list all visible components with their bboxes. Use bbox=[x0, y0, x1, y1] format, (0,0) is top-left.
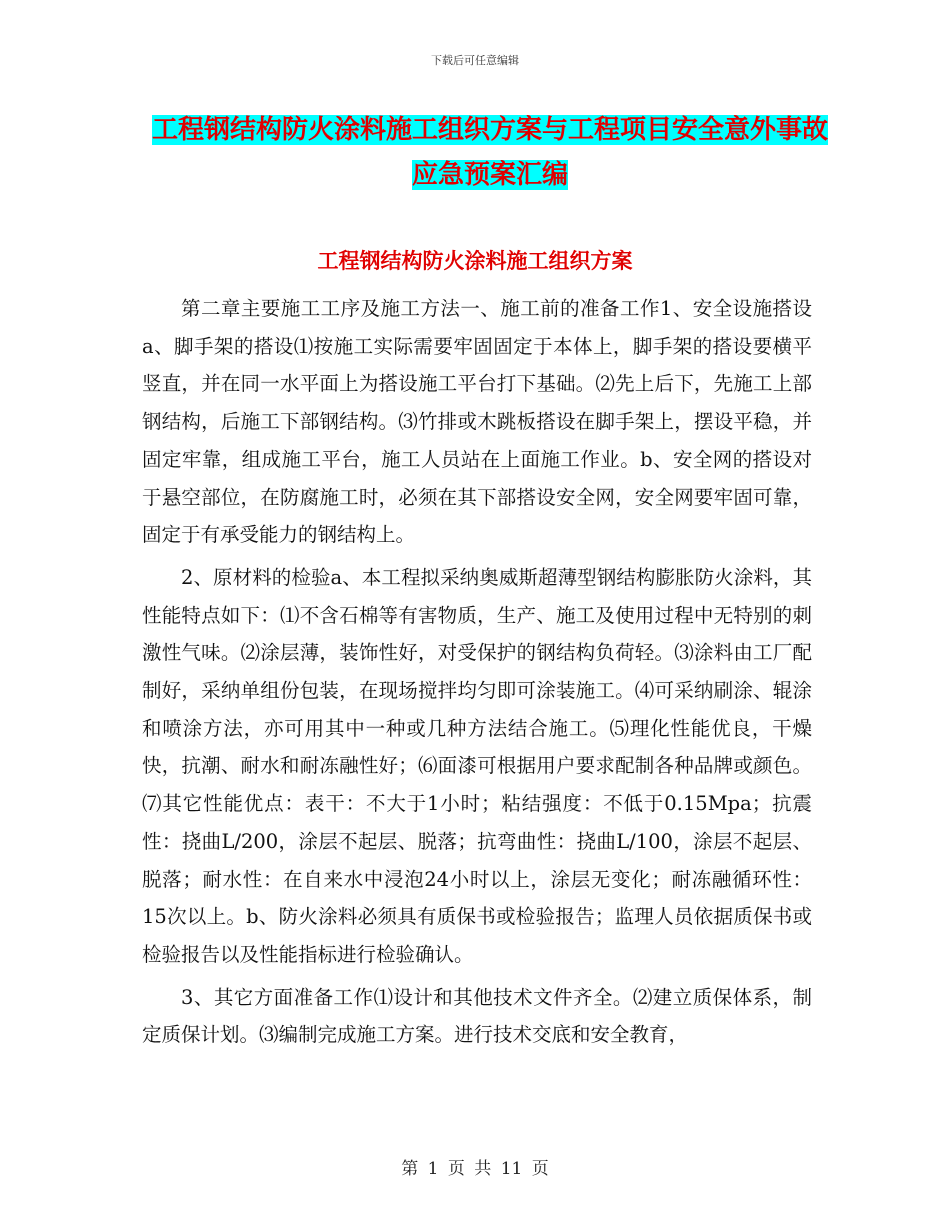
page-footer: 第 1 页 共 11 页 bbox=[401, 1159, 549, 1179]
paragraph-1: 第二章主要施工工序及施工方法一、施工前的准备工作1、安全设施搭设a、脚手架的搭设⑴按施工实际需要牢固固定于本体上，脚手架的搭设要横平竖直，并在同一水平面上为搭设施工平台打下基础。⑵先上后下，先施工上部钢结构，后施工下部钢结构。⑶竹排或木跳板搭设在脚手架上，摆设平稳，并固定牢靠，组成施工平台，施工人员站在上面施工作业。b、安全网的搭设对于悬空部位，在防腐施工时，必须在其下部搭设安全网，安全网要牢固可靠，固定于有承受能力的钢结构上。 bbox=[142, 297, 812, 547]
paragraph-2: 2、原材料的检验a、本工程拟采纳奥威斯超薄型钢结构膨胀防火涂料，其性能特点如下：⑴不含石棉等有害物质，生产、施工及使用过程中无特别的刺激性气味。⑵涂层薄，装饰性好，对受保护的钢结构负荷轻。⑶涂料由工厂配制好，采纳单组份包装，在现场搅拌均匀即可涂装施工。⑷可采纳刷涂、辊涂和喷涂方法，亦可用其中一种或几种方法结合施工。⑸理化性能优良，干燥快，抗潮、耐水和耐冻融性好；⑹面漆可根据用户要求配制各种品牌或颜色。⑺其它性能优点：表干：不大于1小时；粘结强度：不低于0.15Mpa；抗震性：挠曲L/200，涂层不起层、脱落；抗弯曲性：挠曲L/100，涂层不起层、脱落；耐水性：在自来水中浸泡24小时以上，涂层无变化；耐冻融循环性：15次以上。b、防火涂料必须具有质保书或检验报告；监理人员依据质保书或检验报告以及性能指标进行检验确认。 bbox=[142, 565, 812, 966]
paragraph-3: 3、其它方面准备工作⑴设计和其他技术文件齐全。⑵建立质保体系，制定质保计划。⑶编制完成施工方案。进行技术交底和安全教育， bbox=[142, 985, 812, 1047]
header-note: 下载后可任意编辑 bbox=[431, 54, 519, 67]
document-title bbox=[150, 108, 830, 198]
body-text bbox=[142, 290, 812, 1059]
document-title-text: 工程钢结构防火涂料施工组织方案与工程项目安全意外事故应急预案汇编 bbox=[151, 115, 828, 190]
section-title: 工程钢结构防火涂料施工组织方案 bbox=[317, 249, 633, 273]
